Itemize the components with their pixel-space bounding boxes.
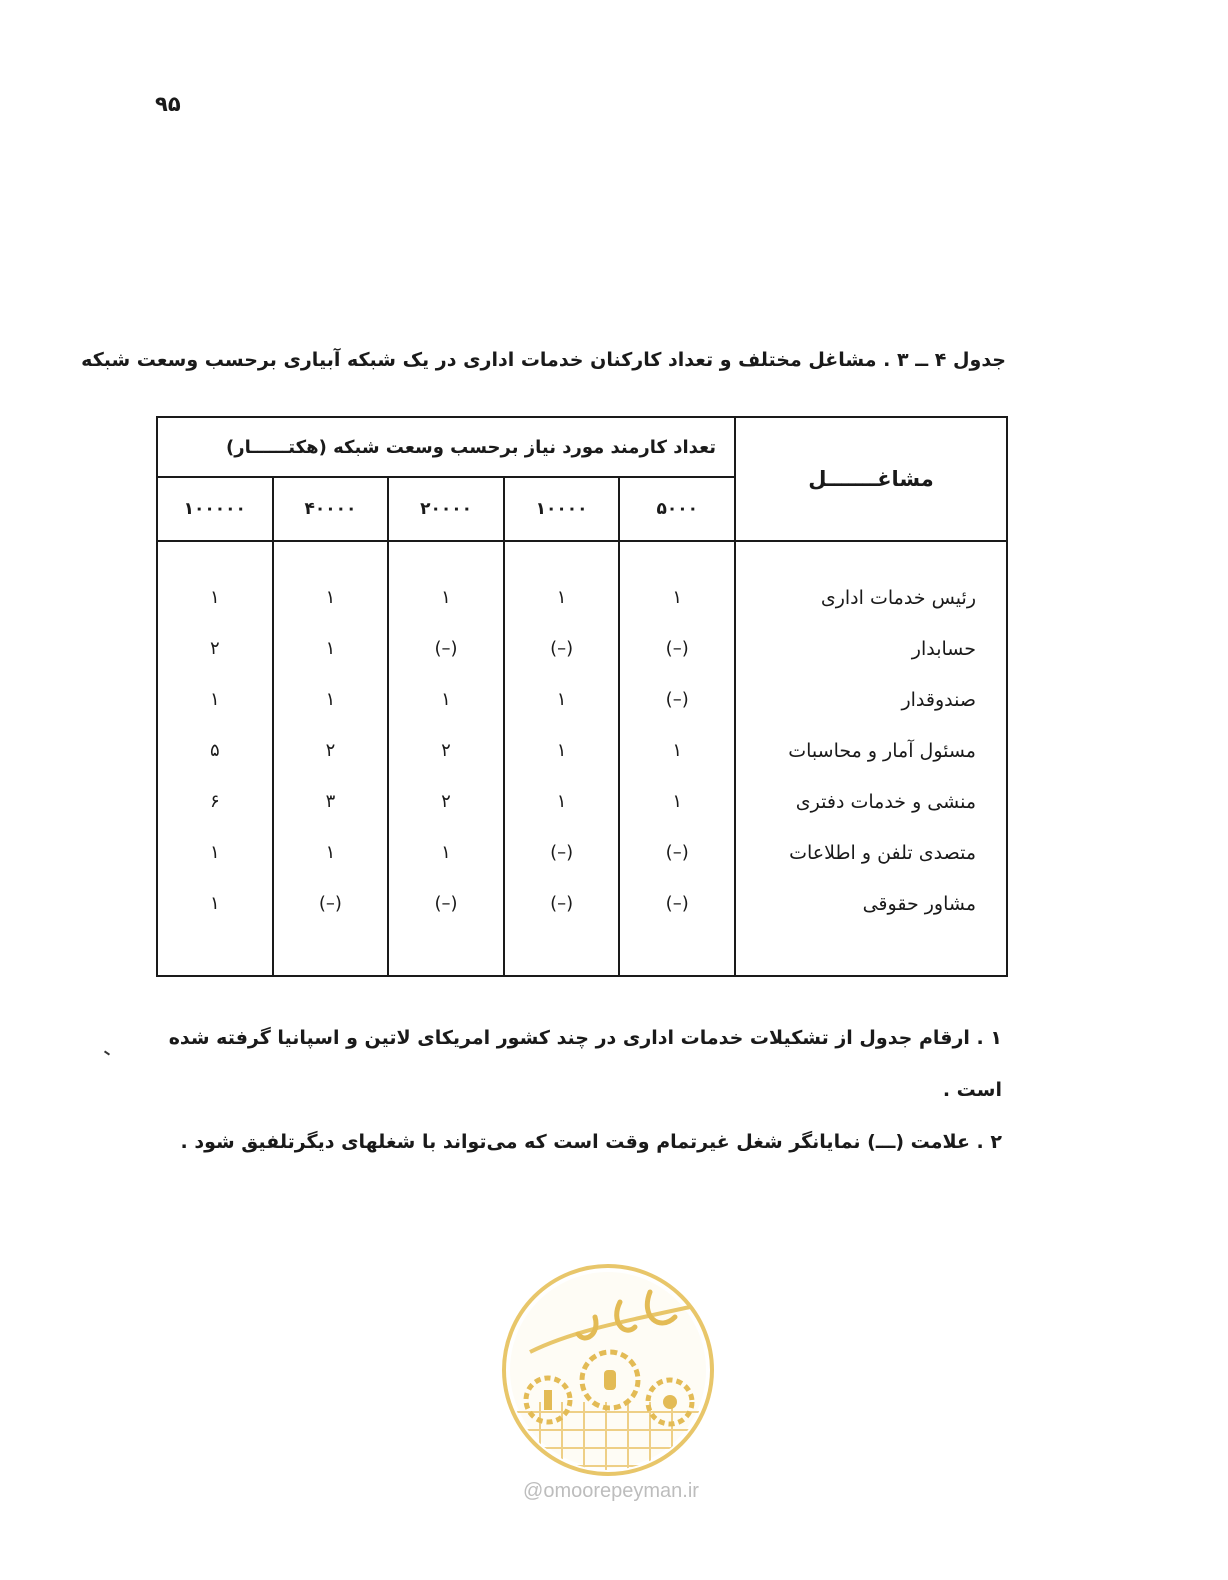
staff-count-cell: ۶ bbox=[157, 776, 273, 827]
size-header: ۲۰۰۰۰ bbox=[388, 477, 504, 541]
staff-count-cell: ۱ bbox=[504, 725, 620, 776]
occupation-cell: مسئول آمار و محاسبات bbox=[735, 725, 1007, 776]
staff-count-cell: (–) bbox=[619, 674, 735, 725]
staff-table bbox=[156, 416, 1008, 977]
occupation-cell: رئیس خدمات اداری bbox=[735, 572, 1007, 623]
staff-count-group-header: تعداد کارمند مورد نیاز برحسب وسعت شبکه (هکتــــــار) bbox=[157, 417, 735, 477]
staff-count-cell: (–) bbox=[273, 878, 389, 929]
staff-count-cell: ۱ bbox=[388, 674, 504, 725]
staff-count-cell: ۱ bbox=[388, 827, 504, 878]
spacer-row bbox=[157, 541, 1007, 572]
table-row bbox=[157, 878, 1007, 929]
staff-count-cell: ۱ bbox=[157, 674, 273, 725]
occupation-column-header: مشاغـــــــل bbox=[735, 417, 1007, 541]
table-row bbox=[157, 572, 1007, 623]
staff-count-cell: ۱ bbox=[504, 674, 620, 725]
staff-count-cell: ۱ bbox=[619, 572, 735, 623]
staff-count-cell: ۱ bbox=[157, 572, 273, 623]
occupation-cell: متصدی تلفن و اطلاعات bbox=[735, 827, 1007, 878]
size-header: ۵۰۰۰ bbox=[619, 477, 735, 541]
staff-count-cell: ۲ bbox=[273, 725, 389, 776]
staff-count-cell: ۲ bbox=[388, 725, 504, 776]
footnote-1: ۱ . ارقام جدول از تشکیلات خدمات اداری در چند کشور امریکای لاتین و اسپانیا گرفته شده است . bbox=[168, 1027, 1002, 1101]
table-row bbox=[157, 674, 1007, 725]
table-row bbox=[157, 827, 1007, 878]
staff-count-cell: (–) bbox=[619, 878, 735, 929]
staff-count-cell: (–) bbox=[619, 623, 735, 674]
size-header: ۱۰۰۰۰ bbox=[504, 477, 620, 541]
staff-count-cell: ۲ bbox=[157, 623, 273, 674]
staff-count-cell: ۱ bbox=[504, 776, 620, 827]
footnote-2: ۲ . علامت (ـــ) نمایانگر شغل غیرتمام وقت است که می‌تواند با شغلهای دیگرتلفیق شود . bbox=[180, 1131, 1002, 1153]
staff-count-cell: ۱ bbox=[157, 878, 273, 929]
size-header: ۱۰۰۰۰۰ bbox=[157, 477, 273, 541]
spacer-row bbox=[157, 929, 1007, 976]
staff-count-cell: ۱ bbox=[504, 572, 620, 623]
staff-count-cell: (–) bbox=[504, 878, 620, 929]
size-header: ۴۰۰۰۰ bbox=[273, 477, 389, 541]
page-number: ۹۵ bbox=[155, 92, 181, 116]
publisher-logo bbox=[500, 1262, 716, 1478]
staff-count-cell: ۲ bbox=[388, 776, 504, 827]
occupation-cell: منشی و خدمات دفتری bbox=[735, 776, 1007, 827]
staff-count-cell: (–) bbox=[619, 827, 735, 878]
staff-count-cell: ۱ bbox=[273, 572, 389, 623]
staff-count-cell: ۵ bbox=[157, 725, 273, 776]
staff-count-cell: ۱ bbox=[619, 725, 735, 776]
table-row bbox=[157, 776, 1007, 827]
table-row bbox=[157, 623, 1007, 674]
staff-count-cell: (–) bbox=[504, 623, 620, 674]
table-row bbox=[157, 725, 1007, 776]
occupation-cell: حسابدار bbox=[735, 623, 1007, 674]
watermark-url: @omoorepeyman.ir bbox=[523, 1480, 699, 1502]
staff-count-cell: (–) bbox=[504, 827, 620, 878]
footnotes bbox=[160, 1012, 1002, 1168]
staff-count-cell: ۱ bbox=[157, 827, 273, 878]
staff-count-cell: ۱ bbox=[273, 827, 389, 878]
staff-count-cell: ۱ bbox=[388, 572, 504, 623]
table-caption: جدول ۴ ــ ۳ . مشاغل مختلف و تعداد کارکنان خدمات اداری در یک شبکه آبیاری برحسب وسعت شبکه bbox=[81, 349, 1006, 371]
staff-count-cell: ۱ bbox=[273, 623, 389, 674]
occupation-cell: مشاور حقوقی bbox=[735, 878, 1007, 929]
staff-count-cell: ۱ bbox=[273, 674, 389, 725]
occupation-cell: صندوقدار bbox=[735, 674, 1007, 725]
staff-count-cell: (–) bbox=[388, 623, 504, 674]
staff-count-cell: ۳ bbox=[273, 776, 389, 827]
stray-mark bbox=[104, 1050, 110, 1055]
staff-count-cell: ۱ bbox=[619, 776, 735, 827]
staff-count-cell: (–) bbox=[388, 878, 504, 929]
